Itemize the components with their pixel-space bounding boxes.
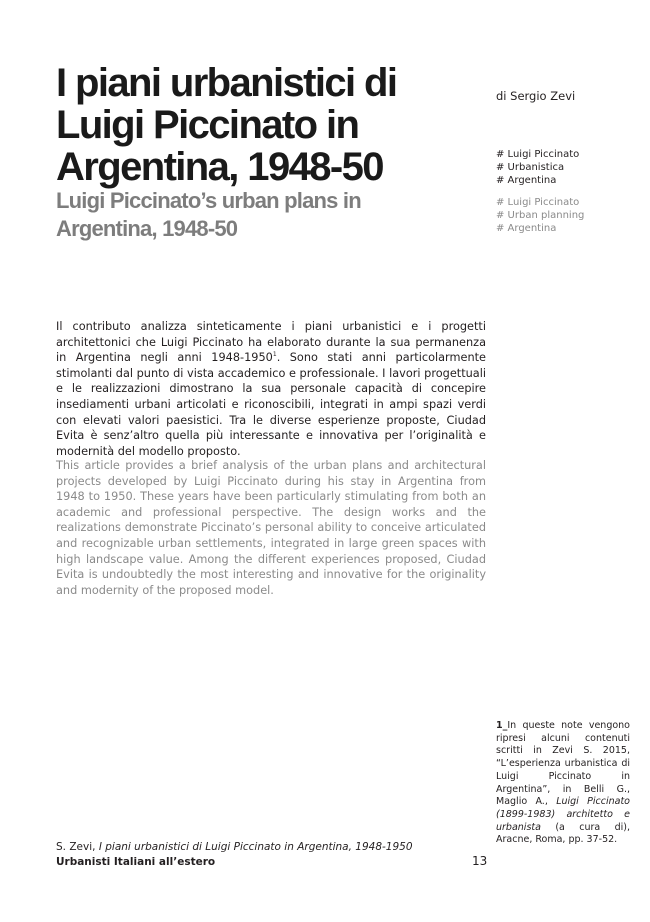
footnote-reference[interactable]: 1 <box>272 351 277 359</box>
keyword-tag: # Argentina <box>496 174 557 186</box>
article-subtitle <box>56 187 456 243</box>
running-citation <box>56 841 413 853</box>
keyword-tag: # Argentina <box>496 222 557 234</box>
abstract-english: This article provides a brief analysis of the urban plans and architectural projects developed by Luigi Piccinato during his stay in Argentina from 1948 to 1950. These years have been particularly stimulating from both an academic and professional perspective. The design works and the realizations demonstrate Piccinato’s personal ability to conceive articulated and recognizable urban settlements, integrated in large green spaces with high landscape value. Among the different experiences proposed, Ciudad Evita is undoubtedly the most interesting and innovative for the originality and modernity of the proposed model. <box>56 459 486 597</box>
footnote-text: In queste note vengono ripresi alcuni contenuti scritti in Zevi S. 2015, “L’esperienza urbanistica di Luigi Piccinato in Argentina”, in Belli G., Maglio A., <box>496 720 630 808</box>
keyword-tag: # Urban planning <box>496 209 585 221</box>
footnote-text: (a cura di), Aracne, Roma, pp. 37-52. <box>496 821 630 846</box>
footnote <box>496 720 630 847</box>
citation-title: I piani urbanistici di Luigi Piccinato in Argentina, 1948-1950 <box>98 841 413 853</box>
author-byline: di Sergio Zevi <box>496 89 576 103</box>
keywords-italian <box>496 149 579 187</box>
keyword-tag: # Urbanistica <box>496 161 565 173</box>
title-line: Luigi Piccinato in <box>56 103 359 147</box>
abstract-italian <box>56 319 486 459</box>
article-title <box>56 62 456 188</box>
footnote-marker: 1_ <box>496 720 508 731</box>
title-line: Argentina, 1948-50 <box>56 145 383 189</box>
page-number: 13 <box>472 854 488 868</box>
title-line: I piani urbanistici di <box>56 61 397 105</box>
series-title: Urbanisti Italiani all’estero <box>56 856 216 868</box>
keyword-tag: # Luigi Piccinato <box>496 149 580 160</box>
subtitle-line: Luigi Piccinato’s urban plans in <box>56 188 361 213</box>
abstract-text: . Sono stati anni particolarmente stimolanti dal punto di vista accademico e professionale. I lavori progettuali e le realizzazioni dimostrano la sua personale capacità di concepire insediamenti urbani articolati e riconoscibili, integrati in ampi spazi verdi con elevati valori paesistici. Tra le diverse esperienze proposte, Ciudad Evita è senz’altro quella più interessante e innovativa per l’originalità e modernità del modello proposto. <box>56 351 486 458</box>
subtitle-line: Argentina, 1948-50 <box>56 216 238 241</box>
abstract-text: Il contributo analizza sinteticamente i piani urbanistici e i progetti architettonici che Luigi Piccinato ha elaborato durante la sua permanenza in Argentina negli anni 1948-1950 <box>56 320 486 365</box>
citation-author: S. Zevi, <box>56 841 99 853</box>
keywords-english <box>496 197 584 235</box>
keyword-tag: # Luigi Piccinato <box>496 197 580 208</box>
footnote-book-title: Luigi Piccinato (1899-1983) architetto e urbanista <box>496 796 630 833</box>
